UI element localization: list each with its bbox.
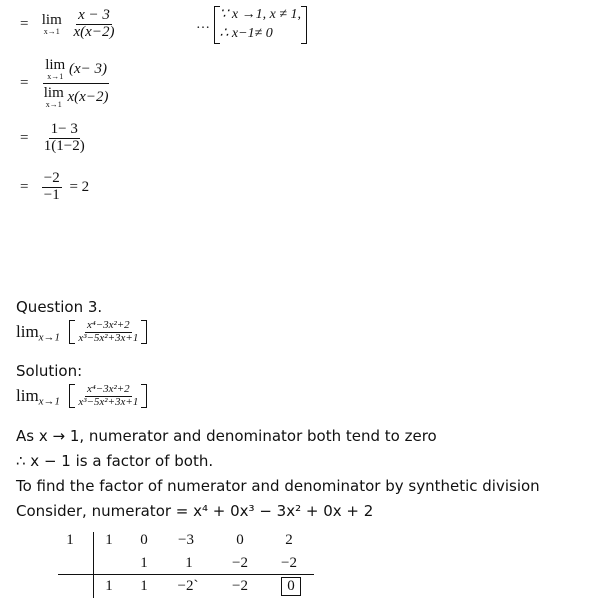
- lim-subscript: x→1: [47, 72, 64, 81]
- row3-cell: 1: [140, 578, 148, 594]
- lim-text: lim: [41, 11, 62, 28]
- row3-cell: 1: [105, 578, 113, 594]
- denominator: −1: [43, 186, 60, 203]
- denominator: x³−5x²+3x+1: [78, 395, 139, 408]
- divisor: 1: [66, 532, 74, 548]
- row1-cell: 2: [285, 532, 293, 548]
- bracket: [69, 320, 147, 344]
- limit-operator: [45, 58, 65, 81]
- denominator: x³−5x²+3x+1: [78, 331, 139, 344]
- fraction: [76, 320, 140, 344]
- ellipsis: …: [196, 16, 210, 32]
- step-2: [20, 58, 110, 109]
- row1-cell: −3: [178, 532, 194, 548]
- fraction: [42, 122, 87, 155]
- numerator: −2: [43, 170, 60, 186]
- fraction: [42, 58, 111, 109]
- horizontal-rule: [58, 574, 314, 575]
- row2-cell: −2: [232, 555, 248, 571]
- denominator: 1(1−2): [43, 137, 85, 154]
- lim-subscript: x→1: [38, 395, 61, 408]
- solution-line-1: As x → 1, numerator and denominator both tend to zero: [16, 427, 437, 445]
- numerator: [43, 58, 109, 84]
- solution-line-2: ∴ x − 1 is a factor of both.: [16, 452, 214, 470]
- question-heading: Question 3.: [16, 298, 103, 316]
- row2-cell: 1: [140, 555, 148, 571]
- condition-line-1: ∵ x →1, x ≠ 1,: [219, 7, 302, 22]
- numerator-expression: (x− 3): [68, 60, 107, 77]
- solution-expression: [16, 384, 147, 408]
- equals-sign: =: [20, 74, 29, 91]
- fraction: [76, 384, 140, 408]
- fraction: [42, 171, 62, 204]
- solution-line-3: To find the factor of numerator and denominator by synthetic division: [16, 477, 540, 495]
- numerator: x − 3: [78, 7, 110, 23]
- step-3: [20, 122, 87, 155]
- step-1-condition: [196, 6, 307, 44]
- remainder-box: 0: [281, 577, 301, 596]
- row1-cell: 1: [105, 532, 113, 548]
- row1-cell: 0: [236, 532, 244, 548]
- equals-sign: =: [20, 15, 29, 32]
- row2-cell: −2: [281, 555, 297, 571]
- step-1: [20, 8, 116, 41]
- lim-subscript: x→1: [38, 331, 61, 344]
- question-expression: [16, 320, 147, 344]
- condition-line-2: ∴ x−1≠ 0: [219, 25, 273, 41]
- row3-cell: −2: [232, 578, 248, 594]
- limit-operator: [44, 86, 64, 109]
- solution-heading: Solution:: [16, 362, 83, 380]
- fraction: [72, 8, 117, 41]
- condition-bracket: [214, 6, 308, 44]
- numerator: x⁴−3x²+2: [86, 383, 130, 395]
- row3-cell: −2`: [177, 578, 199, 594]
- lim-subscript: x→1: [43, 26, 60, 36]
- lim-text: lim: [43, 85, 64, 101]
- step-4: [20, 171, 89, 204]
- bracket: [69, 384, 147, 408]
- denominator: [42, 84, 111, 109]
- numerator: 1− 3: [50, 121, 78, 137]
- denominator: x(x−2): [73, 23, 115, 40]
- lim-text: lim: [16, 322, 39, 342]
- equals-sign: =: [20, 129, 29, 146]
- row2-cell: 1: [185, 555, 193, 571]
- synthetic-division: [0, 528, 600, 606]
- row1-cell: 0: [140, 532, 148, 548]
- denominator-expression: x(x−2): [67, 88, 109, 105]
- limit-operator: [42, 13, 62, 36]
- solution-line-4: Consider, numerator = x⁴ + 0x³ − 3x² + 0x + 2: [16, 502, 374, 520]
- lim-text: lim: [16, 386, 39, 406]
- numerator: x⁴−3x²+2: [86, 319, 130, 331]
- result: = 2: [69, 178, 90, 195]
- equals-sign: =: [20, 178, 29, 195]
- vertical-rule: [93, 532, 94, 598]
- lim-text: lim: [45, 57, 66, 73]
- lim-subscript: x→1: [45, 100, 62, 109]
